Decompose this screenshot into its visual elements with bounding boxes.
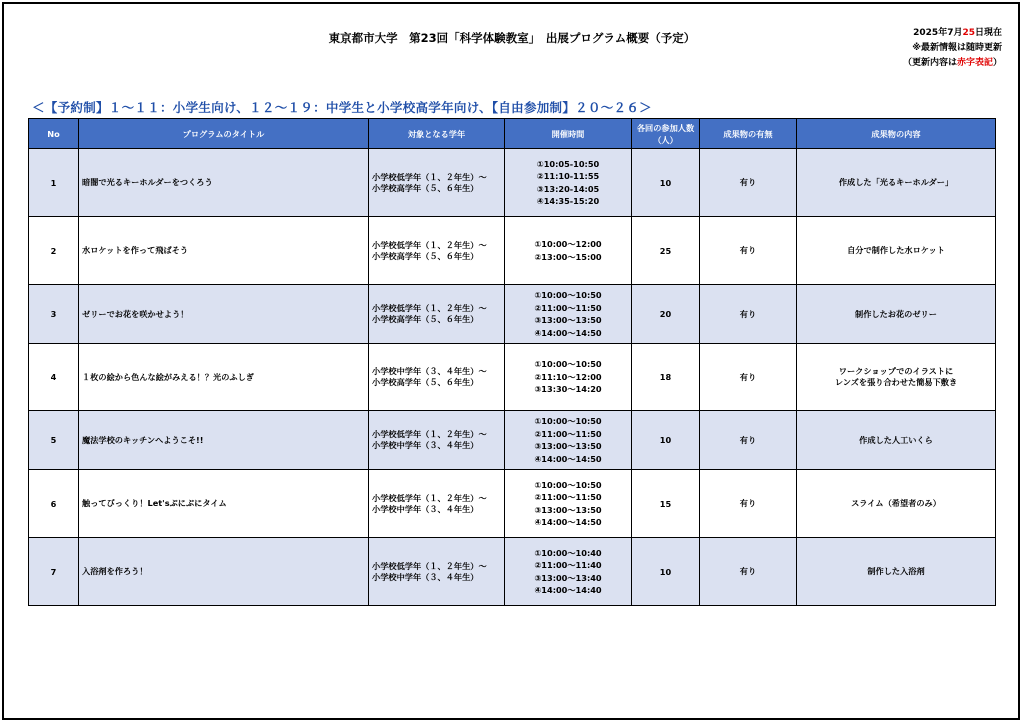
product-line: スライム（希望者のみ） xyxy=(851,498,941,508)
time-slot: ④14:00〜14:40 xyxy=(534,585,602,595)
header-title: プログラムのタイトル xyxy=(79,119,369,149)
grade-line: 小学校低学年（１、２年生）〜 xyxy=(372,171,487,182)
time-slot: ④14:00〜14:50 xyxy=(534,327,602,338)
time-slot: ③13:20-14:05 xyxy=(536,183,600,194)
row-has-product: 有り xyxy=(700,285,797,344)
row-title: 暗闇で光るキーホルダーをつくろう xyxy=(79,149,369,217)
row-grades xyxy=(369,149,505,217)
grade-line: 小学校低学年（１、２年生）〜 xyxy=(372,560,487,571)
row-grades xyxy=(369,344,505,411)
time-slot: ②11:00〜11:40 xyxy=(534,560,602,570)
note-prefix: （更新内容は xyxy=(902,58,957,68)
time-slot: ①10:00〜10:50 xyxy=(534,416,602,426)
program-table xyxy=(28,118,996,606)
header-count: 各回の参加人数（人） xyxy=(632,119,700,149)
row-times xyxy=(505,217,632,285)
row-count: 10 xyxy=(632,149,700,217)
header-grades: 対象となる学年 xyxy=(369,119,505,149)
document-title: 東京都市大学 第23回「科学体験教室」 出展プログラム概要（予定） xyxy=(328,31,696,45)
date-prefix: 2025年7月 xyxy=(913,28,963,38)
update-note: ※最新情報は随時更新 xyxy=(912,43,1002,53)
product-line: 自分で制作した水ロケット xyxy=(847,245,945,255)
table-row xyxy=(29,285,996,344)
row-product xyxy=(797,217,996,285)
note-red-text: 赤字表記 xyxy=(956,58,993,68)
row-title: 入浴剤を作ろう！ xyxy=(79,538,369,606)
row-no: 1 xyxy=(29,149,79,217)
row-product xyxy=(797,538,996,606)
grade-line: 小学校低学年（１、２年生）〜 xyxy=(372,239,487,250)
grade-line: 小学校低学年（１、２年生）〜 xyxy=(372,492,487,503)
row-grades xyxy=(369,470,505,538)
grade-line: 小学校高学年（５、６年生） xyxy=(372,314,479,324)
row-times xyxy=(505,411,632,470)
row-product xyxy=(797,149,996,217)
product-line: 作成した人工いくら xyxy=(859,434,933,445)
row-grades xyxy=(369,538,505,606)
row-product xyxy=(797,344,996,411)
grade-line: 小学校低学年（１、２年生）〜 xyxy=(372,303,487,313)
row-times xyxy=(505,149,632,217)
row-title: 魔法学校のキッチンへようこそ!! xyxy=(79,411,369,470)
row-count: 25 xyxy=(632,217,700,285)
row-no: 3 xyxy=(29,285,79,344)
time-slot: ③13:00〜13:50 xyxy=(534,441,602,451)
time-slot: ②11:00〜11:50 xyxy=(534,302,602,313)
time-slot: ①10:00〜10:50 xyxy=(534,290,602,300)
table-row xyxy=(29,149,996,217)
product-line: 制作したお花のゼリー xyxy=(855,308,937,319)
row-no: 2 xyxy=(29,217,79,285)
row-count: 10 xyxy=(632,411,700,470)
grade-line: 小学校中学年（３、４年生） xyxy=(372,571,479,582)
date-day: 25 xyxy=(962,28,975,38)
product-line: レンズを張り合わせた簡易下敷き xyxy=(834,377,958,387)
update-info xyxy=(903,26,1002,71)
time-slot: ②11:10-11:55 xyxy=(536,171,600,181)
row-no: 5 xyxy=(29,411,79,470)
row-product xyxy=(797,470,996,538)
table-row xyxy=(29,470,996,538)
row-times xyxy=(505,538,632,606)
time-slot: ①10:00〜10:40 xyxy=(534,547,602,558)
row-title: ゼリーでお花を咲かせよう！ xyxy=(79,285,369,344)
time-slot: ④14:35-15:20 xyxy=(536,196,600,206)
grade-line: 小学校中学年（３、４年生） xyxy=(372,503,479,514)
row-has-product: 有り xyxy=(700,470,797,538)
time-slot: ②11:00〜11:50 xyxy=(534,492,602,502)
row-has-product: 有り xyxy=(700,217,797,285)
header-times: 開催時間 xyxy=(505,119,632,149)
row-title: 水ロケットを作って飛ばそう xyxy=(79,217,369,285)
row-has-product: 有り xyxy=(700,344,797,411)
row-times xyxy=(505,285,632,344)
row-count: 20 xyxy=(632,285,700,344)
time-slot: ③13:00〜13:40 xyxy=(534,572,602,583)
row-times xyxy=(505,344,632,411)
row-no: 6 xyxy=(29,470,79,538)
time-slot: ①10:00〜10:50 xyxy=(534,479,602,490)
product-line: ワークショップでのイラストに xyxy=(838,366,954,376)
row-grades xyxy=(369,411,505,470)
row-title: 触ってびっくり！Let'sぷにぷにタイム xyxy=(79,470,369,538)
row-product xyxy=(797,285,996,344)
row-has-product: 有り xyxy=(700,538,797,606)
row-count: 15 xyxy=(632,470,700,538)
row-count: 10 xyxy=(632,538,700,606)
row-grades xyxy=(369,217,505,285)
time-slot: ②13:00〜15:00 xyxy=(534,251,602,262)
time-slot: ③13:00〜13:50 xyxy=(534,315,602,325)
red-text-note xyxy=(903,56,1002,71)
row-count: 18 xyxy=(632,344,700,411)
header-has-product: 成果物の有無 xyxy=(700,119,797,149)
product-line: 制作した入浴剤 xyxy=(867,566,925,576)
time-slot: ①10:00〜12:00 xyxy=(534,239,602,249)
table-row xyxy=(29,538,996,606)
time-slot: ②11:10〜12:00 xyxy=(534,371,602,382)
as-of-date xyxy=(903,26,1002,41)
grade-line: 小学校低学年（１、２年生）〜 xyxy=(372,429,487,439)
grade-line: 小学校高学年（５、６年生） xyxy=(372,250,479,261)
table-row xyxy=(29,217,996,285)
time-slot: ③13:00〜13:50 xyxy=(534,504,602,515)
row-has-product: 有り xyxy=(700,411,797,470)
grade-line: 小学校中学年（３、４年生）〜 xyxy=(372,366,487,376)
time-slot: ①10:05-10:50 xyxy=(536,158,600,169)
grade-line: 小学校高学年（５、６年生） xyxy=(372,377,479,387)
row-has-product: 有り xyxy=(700,149,797,217)
row-grades xyxy=(369,285,505,344)
date-suffix: 日現在 xyxy=(974,28,1002,38)
row-times xyxy=(505,470,632,538)
product-line: 作成した「光るキーホルダー」 xyxy=(838,177,954,187)
row-no: 4 xyxy=(29,344,79,411)
row-title: １枚の絵から色んな絵がみえる！？光のふしぎ xyxy=(79,344,369,411)
header-product: 成果物の内容 xyxy=(797,119,996,149)
time-slot: ④14:00〜14:50 xyxy=(534,453,602,464)
grade-line: 小学校高学年（５、６年生） xyxy=(372,182,479,193)
table-header-row xyxy=(29,119,996,149)
row-product xyxy=(797,411,996,470)
note-suffix: ） xyxy=(992,58,1002,68)
time-slot: ④14:00〜14:50 xyxy=(534,517,602,527)
table-row xyxy=(29,411,996,470)
time-slot: ②11:00〜11:50 xyxy=(534,428,602,439)
time-slot: ①10:00〜10:50 xyxy=(534,359,602,370)
row-no: 7 xyxy=(29,538,79,606)
time-slot: ③13:30〜14:20 xyxy=(534,384,602,395)
reservation-legend: ＜【予約制】１〜１１：小学生向け、１２〜１９：中学生と小学校高学年向け、【自由参加制】２０〜２６＞ xyxy=(32,100,652,115)
header-no: No xyxy=(29,119,79,149)
table-row xyxy=(29,344,996,411)
grade-line: 小学校中学年（３、４年生） xyxy=(372,440,479,450)
